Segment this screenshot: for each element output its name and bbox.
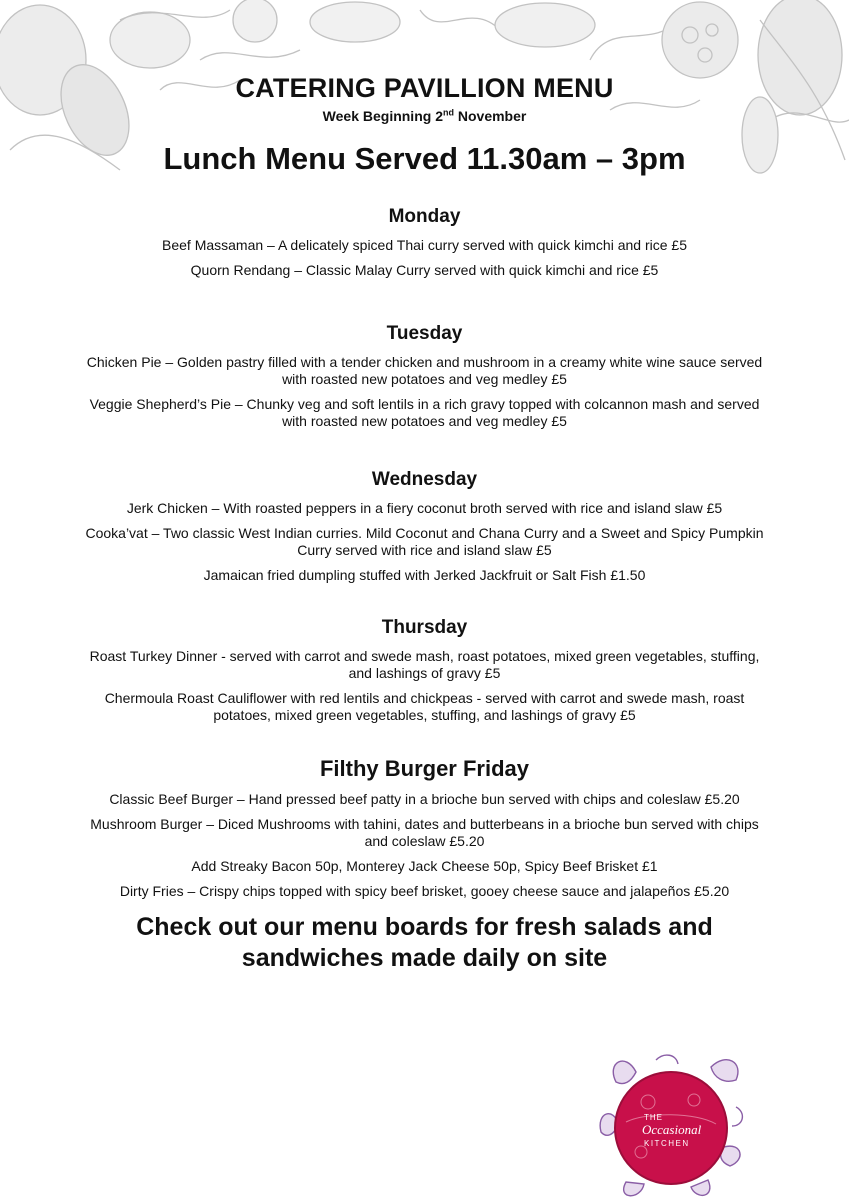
day-title-thursday: Thursday bbox=[381, 617, 468, 638]
menu-boards-note-line1: Check out our menu boards for fresh salads and bbox=[136, 913, 713, 941]
menu-item: Dirty Fries – Crispy chips topped with spicy beef brisket, gooey cheese sauce and jalapeños £5.20 bbox=[119, 883, 730, 899]
week-subtitle-ordinal: nd bbox=[442, 107, 454, 118]
logo-text-the: THE bbox=[644, 1113, 663, 1122]
menu-item: Mushroom Burger – Diced Mushrooms with tahini, dates and butterbeans in a brioche bun served with chips and coleslaw £5.20 bbox=[90, 816, 759, 849]
page-title: CATERING PAVILLION MENU bbox=[235, 73, 614, 103]
day-section-friday bbox=[0, 756, 849, 908]
day-title-tuesday: Tuesday bbox=[386, 323, 463, 344]
day-section-wednesday bbox=[0, 469, 849, 592]
menu-item: Classic Beef Burger – Hand pressed beef patty in a brioche bun served with chips and coleslaw £5.20 bbox=[109, 791, 740, 807]
menu-item: Cooka’vat – Two classic West Indian curries. Mild Coconut and Chana Curry and a Sweet and Spicy Pumpkin Curry served with rice and island slaw £5 bbox=[85, 525, 764, 558]
menu-item: Veggie Shepherd’s Pie – Chunky veg and soft lentils in a rich gravy topped with colcannon mash and served with roasted new potatoes and veg medley £5 bbox=[89, 396, 760, 429]
menu-item: Quorn Rendang – Classic Malay Curry served with quick kimchi and rice £5 bbox=[190, 262, 659, 278]
logo-text-occasional: Occasional bbox=[642, 1122, 702, 1137]
menu-item: Add Streaky Bacon 50p, Monterey Jack Cheese 50p, Spicy Beef Brisket £1 bbox=[191, 858, 658, 874]
day-title-monday: Monday bbox=[388, 206, 461, 227]
service-hours-heading: Lunch Menu Served 11.30am – 3pm bbox=[163, 141, 686, 176]
day-section-monday bbox=[0, 206, 849, 287]
menu-item: Jamaican fried dumpling stuffed with Jerked Jackfruit or Salt Fish £1.50 bbox=[203, 567, 646, 583]
menu-item: Chermoula Roast Cauliflower with red lentils and chickpeas - served with carrot and swede mash, roast potatoes, mixed green vegetables, stuffing, and lashings of gravy £5 bbox=[104, 690, 745, 723]
day-section-tuesday bbox=[0, 323, 849, 438]
day-section-thursday bbox=[0, 617, 849, 732]
week-subtitle-prefix: Week Beginning 2 bbox=[322, 108, 443, 124]
menu-item: Chicken Pie – Golden pastry filled with a tender chicken and mushroom in a creamy white wine sauce served with roasted new potatoes and veg medley £5 bbox=[86, 354, 763, 387]
occasional-kitchen-logo bbox=[596, 1052, 746, 1200]
day-title-friday: Filthy Burger Friday bbox=[319, 756, 530, 781]
week-subtitle-suffix: November bbox=[453, 108, 527, 124]
menu-boards-note-line2: sandwiches made daily on site bbox=[241, 944, 608, 972]
menu-item: Jerk Chicken – With roasted peppers in a fiery coconut broth served with rice and island slaw £5 bbox=[126, 500, 723, 516]
menu-item: Roast Turkey Dinner - served with carrot and swede mash, roast potatoes, mixed green vegetables, stuffing, and lashings of gravy £5 bbox=[89, 648, 760, 681]
day-title-wednesday: Wednesday bbox=[371, 469, 478, 490]
menu-item: Beef Massaman – A delicately spiced Thai curry served with quick kimchi and rice £5 bbox=[162, 237, 687, 253]
week-subtitle bbox=[0, 108, 849, 124]
menu-boards-note bbox=[0, 912, 849, 974]
logo-text-kitchen: KITCHEN bbox=[644, 1139, 690, 1148]
